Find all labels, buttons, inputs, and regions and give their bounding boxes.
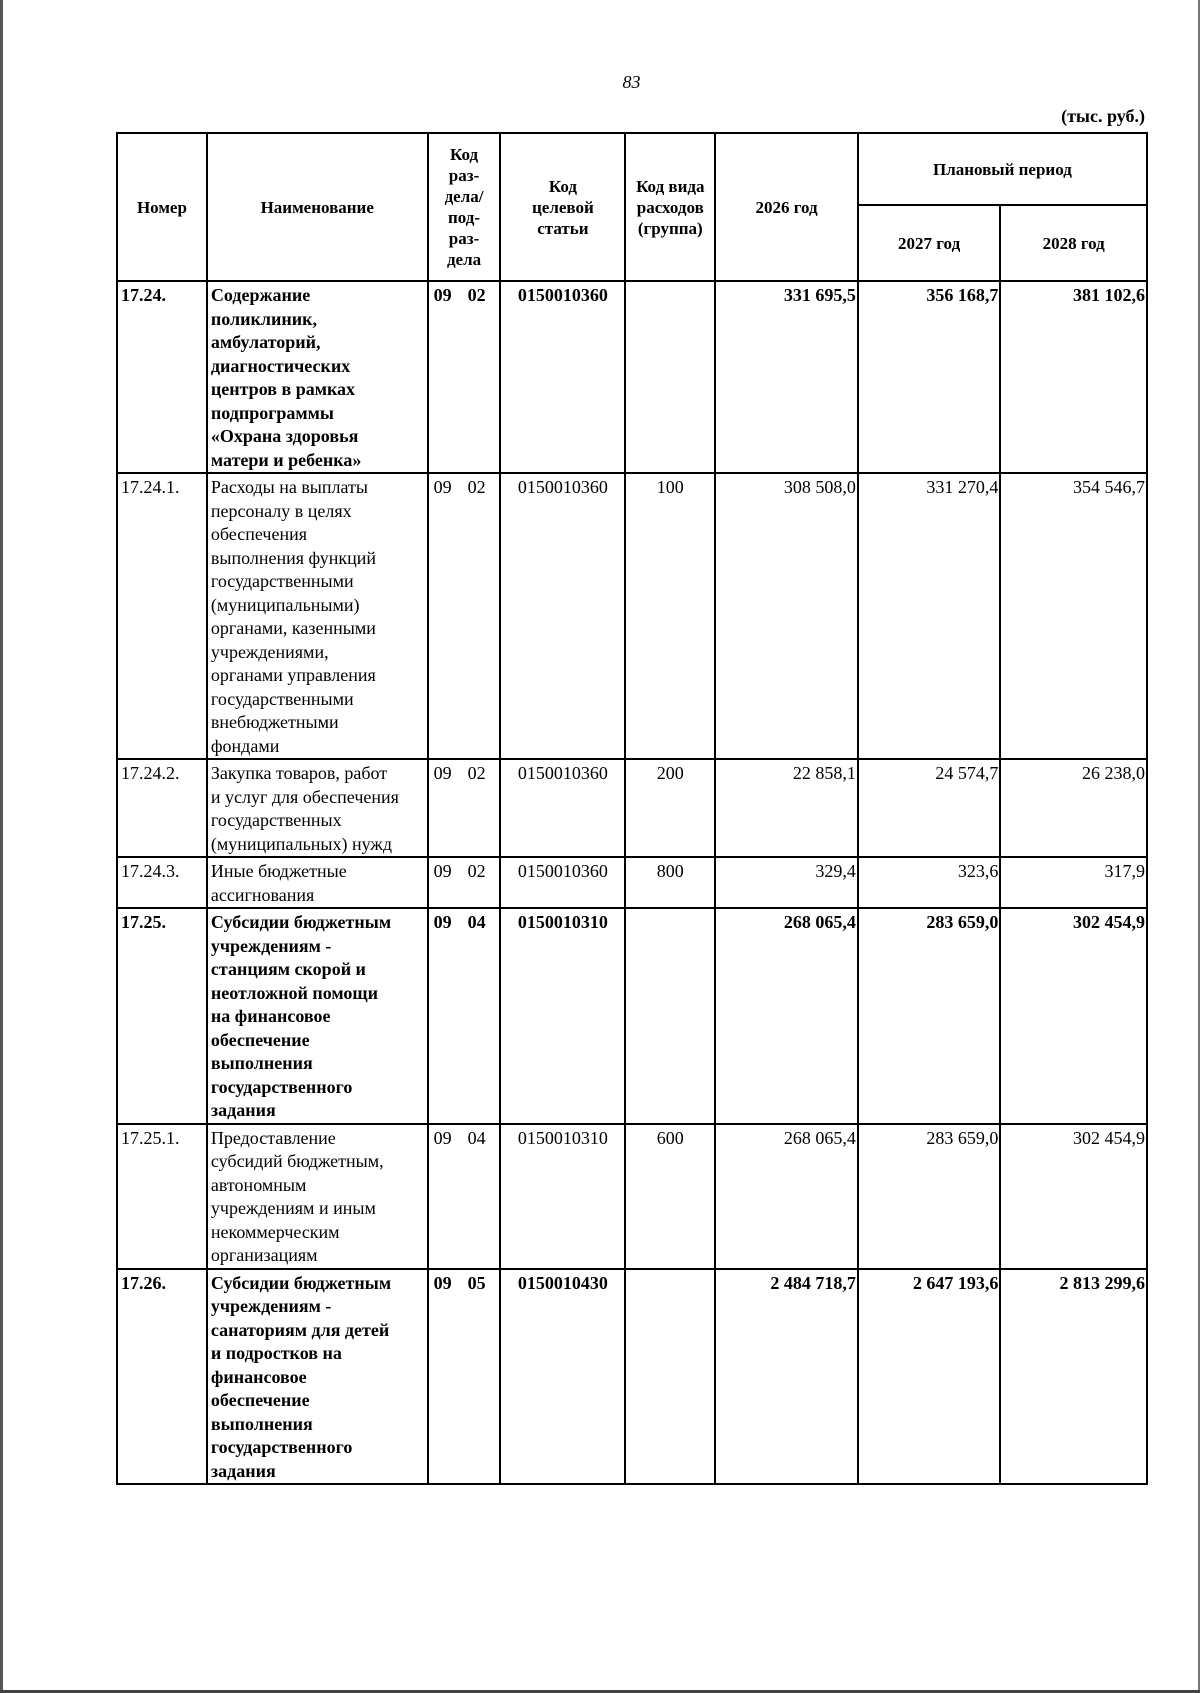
row-name-line: матери и ребенка» — [210, 449, 362, 470]
row-amount-2026: 329,4 — [715, 857, 858, 908]
row-amount-2026: 308 508,0 — [715, 473, 858, 759]
header-group-line: расходов — [636, 197, 704, 217]
row-subsection: 02 — [467, 861, 486, 881]
header-group-line: (группа) — [637, 218, 703, 238]
row-name-line: «Охрана здоровья — [210, 426, 359, 446]
row-target-code: 0150010360 — [500, 759, 625, 857]
row-number: 17.24.3. — [117, 857, 207, 908]
row-name — [207, 908, 428, 1124]
row-name — [207, 857, 428, 908]
row-name-line: персоналу в целях — [210, 500, 352, 521]
row-subsection: 05 — [467, 1272, 486, 1293]
header-target-code — [500, 133, 625, 281]
row-name-line: внебюджетными — [210, 712, 339, 732]
row-number: 17.25.1. — [117, 1124, 207, 1269]
row-target-code: 0150010360 — [500, 473, 625, 759]
row-name-line: некоммерческим — [210, 1221, 340, 1242]
header-section-line: раз- — [448, 229, 480, 248]
row-amount-2028: 354 546,7 — [1000, 473, 1147, 759]
row-number: 17.24.2. — [117, 759, 207, 857]
row-name-line: государственного — [210, 1437, 353, 1457]
row-name-line: финансовое — [210, 1366, 307, 1387]
table-row — [117, 281, 1147, 473]
row-amount-2027: 331 270,4 — [858, 473, 1001, 759]
row-expense-group — [625, 281, 715, 473]
row-expense-group: 200 — [625, 759, 715, 857]
row-target-code: 0150010430 — [500, 1269, 625, 1485]
row-name-line: Субсидии бюджетным — [210, 1272, 392, 1293]
page-number: 83 — [622, 72, 641, 92]
row-subsection: 04 — [467, 912, 486, 932]
row-name-line: задания — [210, 1100, 276, 1120]
row-amount-2026: 268 065,4 — [715, 908, 858, 1124]
scan-left-edge — [0, 0, 3, 1693]
row-section-code — [428, 1269, 501, 1485]
row-name-line: обеспечение — [210, 1029, 310, 1050]
row-section: 09 — [433, 1272, 452, 1293]
row-name-line: государственными — [210, 571, 354, 591]
row-name-line: Предоставление — [210, 1127, 336, 1148]
row-expense-group — [625, 908, 715, 1124]
row-section: 09 — [433, 477, 452, 497]
row-subsection: 02 — [467, 477, 486, 497]
row-section-code — [428, 281, 501, 473]
header-section-line: под- — [447, 208, 481, 227]
row-amount-2027: 283 659,0 — [858, 1124, 1001, 1269]
row-name-line: ассигнования — [210, 884, 315, 905]
header-planned-period: Плановый период — [858, 133, 1147, 205]
row-name-line: учреждениями, — [210, 641, 329, 662]
row-section: 09 — [433, 861, 452, 881]
row-amount-2026: 2 484 718,7 — [715, 1269, 858, 1485]
unit-note: (тыс. руб.) — [1061, 106, 1145, 126]
row-section: 09 — [433, 285, 452, 305]
row-number: 17.26. — [117, 1269, 207, 1485]
header-section-line: Код — [449, 145, 479, 164]
row-amount-2028: 302 454,9 — [1000, 908, 1147, 1124]
row-amount-2028: 317,9 — [1000, 857, 1147, 908]
row-name-line: государственного — [210, 1076, 353, 1097]
row-name-line: выполнения функций — [210, 547, 377, 568]
row-amount-2026: 22 858,1 — [715, 759, 858, 857]
row-name-line: Закупка товаров, работ — [210, 763, 388, 783]
row-amount-2027: 323,6 — [858, 857, 1001, 908]
header-target-line: Код — [548, 176, 577, 196]
row-name-line: учреждениям и иным — [210, 1198, 376, 1218]
row-section: 09 — [433, 763, 452, 783]
row-name-line: учреждениям - — [210, 935, 332, 956]
row-name-line: фондами — [210, 735, 280, 756]
header-year-2028: 2028 год — [1000, 205, 1147, 281]
header-section-line: раз- — [448, 166, 480, 185]
row-expense-group: 100 — [625, 473, 715, 759]
row-name-line: и услуг для обеспечения — [210, 786, 399, 807]
row-amount-2026: 331 695,5 — [715, 281, 858, 473]
row-target-code: 0150010360 — [500, 857, 625, 908]
row-number: 17.24. — [117, 281, 207, 473]
row-amount-2026: 268 065,4 — [715, 1124, 858, 1269]
row-amount-2028: 302 454,9 — [1000, 1124, 1147, 1269]
row-name-line: обеспечение — [210, 1390, 310, 1410]
table-row — [117, 473, 1147, 759]
row-amount-2028: 381 102,6 — [1000, 281, 1147, 473]
table-row — [117, 857, 1147, 908]
row-name-line: подпрограммы — [210, 402, 334, 423]
row-name — [207, 281, 428, 473]
row-section-code — [428, 908, 501, 1124]
header-name: Наименование — [207, 133, 428, 281]
row-target-code: 0150010310 — [500, 908, 625, 1124]
row-amount-2028: 2 813 299,6 — [1000, 1269, 1147, 1485]
table-row — [117, 759, 1147, 857]
row-name-line: органами, казенными — [210, 618, 376, 638]
row-section-code — [428, 1124, 501, 1269]
row-name-line: задания — [210, 1460, 276, 1481]
row-name — [207, 759, 428, 857]
row-name-line: (муниципальных) нужд — [210, 833, 392, 854]
row-name — [207, 473, 428, 759]
row-number: 17.25. — [117, 908, 207, 1124]
row-name — [207, 1269, 428, 1485]
row-name-line: (муниципальными) — [210, 594, 360, 615]
row-name-line: государственными — [210, 688, 354, 709]
row-name-line: организациям — [210, 1245, 318, 1265]
row-name-line: обеспечения — [210, 524, 307, 544]
row-name-line: поликлиник, — [210, 308, 317, 329]
row-section-code — [428, 473, 501, 759]
row-subsection: 04 — [467, 1127, 486, 1148]
row-subsection: 02 — [467, 285, 486, 305]
header-expense-group — [625, 133, 715, 281]
header-number: Номер — [117, 133, 207, 281]
row-name-line: автономным — [210, 1174, 307, 1195]
row-name — [207, 1124, 428, 1269]
row-amount-2027: 24 574,7 — [858, 759, 1001, 857]
row-name-line: субсидий бюджетным, — [210, 1151, 384, 1171]
row-target-code: 0150010310 — [500, 1124, 625, 1269]
table-row — [117, 1124, 1147, 1269]
header-target-line: статьи — [537, 218, 589, 238]
row-name-line: центров в рамках — [210, 379, 356, 399]
row-section: 09 — [433, 912, 452, 932]
table-row — [117, 908, 1147, 1124]
row-name-line: выполнения — [210, 1413, 313, 1434]
row-name-line: санаториям для детей — [210, 1319, 390, 1340]
header-section-line: дела — [446, 250, 482, 269]
header-year-2027: 2027 год — [858, 205, 1001, 281]
row-name-line: учреждениям - — [210, 1296, 332, 1316]
row-target-code: 0150010360 — [500, 281, 625, 473]
header-section-line: дела/ — [444, 187, 484, 206]
row-name-line: на финансовое — [210, 1006, 331, 1026]
row-expense-group: 800 — [625, 857, 715, 908]
row-amount-2027: 2 647 193,6 — [858, 1269, 1001, 1485]
row-expense-group: 600 — [625, 1124, 715, 1269]
table-row — [117, 1269, 1147, 1485]
row-name-line: органами управления — [210, 665, 376, 685]
row-name-line: государственных — [210, 810, 342, 830]
row-subsection: 02 — [467, 763, 486, 783]
row-number: 17.24.1. — [117, 473, 207, 759]
row-name-line: Содержание — [210, 285, 311, 305]
row-name-line: Субсидии бюджетным — [210, 912, 392, 932]
row-section: 09 — [433, 1127, 452, 1148]
row-name-line: Расходы на выплаты — [210, 477, 369, 497]
row-section-code — [428, 759, 501, 857]
header-year-2026: 2026 год — [715, 133, 858, 281]
row-name-line: Иные бюджетные — [210, 861, 347, 881]
row-name-line: выполнения — [210, 1053, 313, 1073]
row-amount-2027: 356 168,7 — [858, 281, 1001, 473]
budget-table — [116, 132, 1148, 1485]
header-section-code — [428, 133, 501, 281]
row-name-line: станциям скорой и — [210, 959, 366, 979]
header-target-line: целевой — [532, 197, 594, 217]
row-amount-2027: 283 659,0 — [858, 908, 1001, 1124]
row-amount-2028: 26 238,0 — [1000, 759, 1147, 857]
row-name-line: амбулаторий, — [210, 332, 321, 352]
row-name-line: неотложной помощи — [210, 982, 378, 1003]
header-group-line: Код вида — [636, 176, 705, 196]
row-name-line: и подростков на — [210, 1343, 342, 1363]
row-section-code — [428, 857, 501, 908]
row-name-line: диагностических — [210, 355, 351, 376]
row-expense-group — [625, 1269, 715, 1485]
